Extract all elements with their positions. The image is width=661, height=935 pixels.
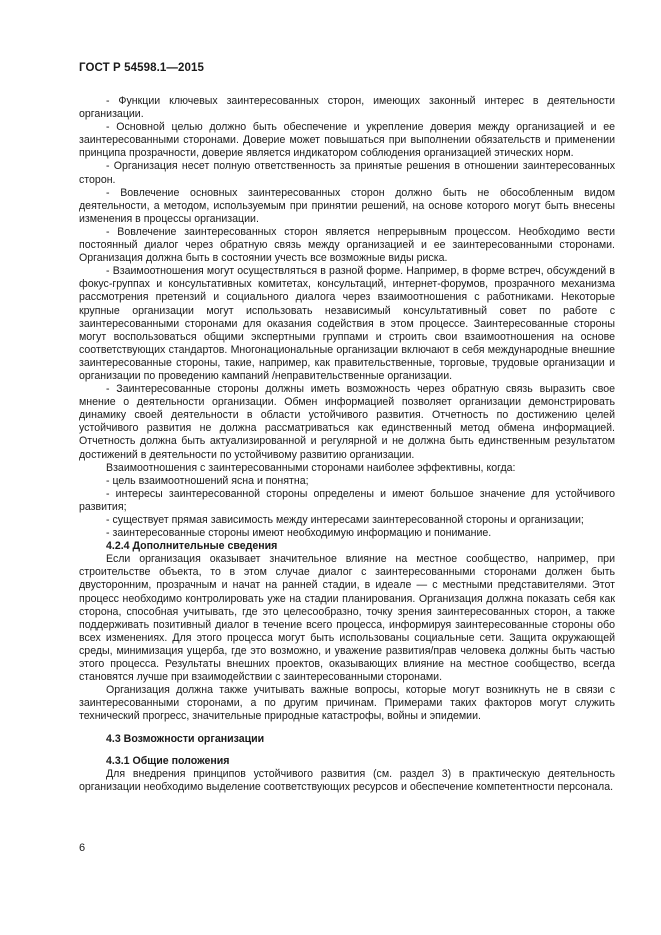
paragraph-important-issues: Организация должна также учитывать важные вопросы, которые могут возникнуть не в связи с заинтересованными сторонами, а по другим причинам. Примерами таких факторов могут служить технический прогресс, значительные природные катастрофы, войны и эпидемии. xyxy=(79,684,615,723)
document-header: ГОСТ Р 54598.1—2015 xyxy=(79,62,204,74)
paragraph-forms-of-relations: - Взаимоотношения могут осуществляться в разной форме. Например, в форме встреч, обсуждений в фокус-группах и консультативных комитетах, консультаций, интернет-форумов, прозрачного механизма рассмотрения претензий и социального диалога через взаимоотношения с работниками. Некоторые крупные организации могут использовать независимый консультативный совет по работе с заинтересованными сторонами для оказания содействия в этом процессе. Заинтересованные стороны могут воспользоваться общими экспертными группами и строить свои взаимоотношения на основе соответствующих стандартов. Многонациональные организации включают в себя международные внешние заинтересованные стороны, такие, например, как правительственные, торговые, трудовые организации и организации по проведению кампаний /неправительственные организации. xyxy=(79,265,615,382)
paragraph-general-provisions: Для внедрения принципов устойчивого развития (см. раздел 3) в практическую деятельность организации необходимо выделение соответствующих ресурсов и обеспечение компетентности персонала. xyxy=(79,767,615,793)
list-item-interests-defined: - интересы заинтересованной стороны определены и имеют большое значение для устойчивого развития; xyxy=(79,487,615,513)
paragraph-effective-when: Взаимоотношения с заинтересованными сторонами наиболее эффективны, когда: xyxy=(106,461,516,474)
paragraph-key-stakeholders: - Функции ключевых заинтересованных сторон, имеющих законный интерес в деятельности организации. xyxy=(79,95,615,121)
page-number: 6 xyxy=(79,842,86,854)
paragraph-local-community: Если организация оказывает значительное влияние на местное сообщество, например, при строительстве объекта, то в этом случае диалог с заинтересованными сторонами должен быть двусторонним, прозрачным и начат на ранней стадии, в идеале — с местными представителями. Этот процесс необходимо контролировать уже на стадии планирования. Организация должна показать себя как сторона, способная учитывать, где это целесообразно, точку зрения заинтересованных сторон, а также поддерживать позитивный диалог в течение всего процесса, информируя заинтересованные стороны обо всех изменениях. Для этого процесса могут быть использованы социальные сети. Защита окружающей среды, минимизация ущерба, где это возможно, и уважение развития/прав человека должны быть частью этого процесса. Результаты внешних проектов, оказывающих влияние на местное сообщество, всегда становятся лучше при взаимодействии с заинтересованными сторонами. xyxy=(79,553,615,684)
subsection-heading-4-2-4: 4.2.4 Дополнительные сведения xyxy=(106,540,278,553)
list-item-direct-dependence: - существует прямая зависимость между интересами заинтересованной стороны и организации; xyxy=(106,514,584,526)
list-item-information: - заинтересованные стороны имеют необходимую информацию и понимание. xyxy=(106,527,492,540)
paragraph-continuous-process: - Вовлечение заинтересованных сторон является непрерывным процессом. Необходимо вести постоянный диалог через обратную связь между организацией и ее заинтересованными сторонами. Организация должна быть в состоянии учесть все возможные виды риска. xyxy=(79,225,615,265)
paragraph-feedback: - Заинтересованные стороны должны иметь возможность через обратную связь выразить свое мнение о деятельности организации. Обмен информацией позволяет организации демонстрировать динамику своей деятельности в области устойчивого развития. Отчетность по достижению целей устойчивого развития не должна рассматриваться как единственный метод обмена информацией. Отчетность должна быть актуализированной и регулярной и не должна быть единственным результатом достижений в деятельности по устойчивому развитию организации. xyxy=(79,383,615,461)
section-heading-4-3: 4.3 Возможности организации xyxy=(106,732,265,745)
subsection-heading-4-3-1: 4.3.1 Общие положения xyxy=(106,754,230,767)
paragraph-responsibility: - Организация несет полную ответственность за принятые решения в отношении заинтересованных сторон. xyxy=(79,160,615,186)
paragraph-trust: - Основной целью должно быть обеспечение и укрепление доверия между организацией и ее заинтересованными сторонами. Доверие может повышаться при выполнении обязательств и применении принципа прозрачности, доверие является индикатором соблюдения организацией этических норм. xyxy=(79,121,615,160)
paragraph-engagement-method: - Вовлечение основных заинтересованных сторон должно быть не обособленным видом деятельности, а методом, используемым при принятии решений, на основе которого могут быть внесены изменения в процессы организации. xyxy=(79,186,615,225)
list-item-clear-goal: - цель взаимоотношений ясна и понятна; xyxy=(106,474,309,487)
